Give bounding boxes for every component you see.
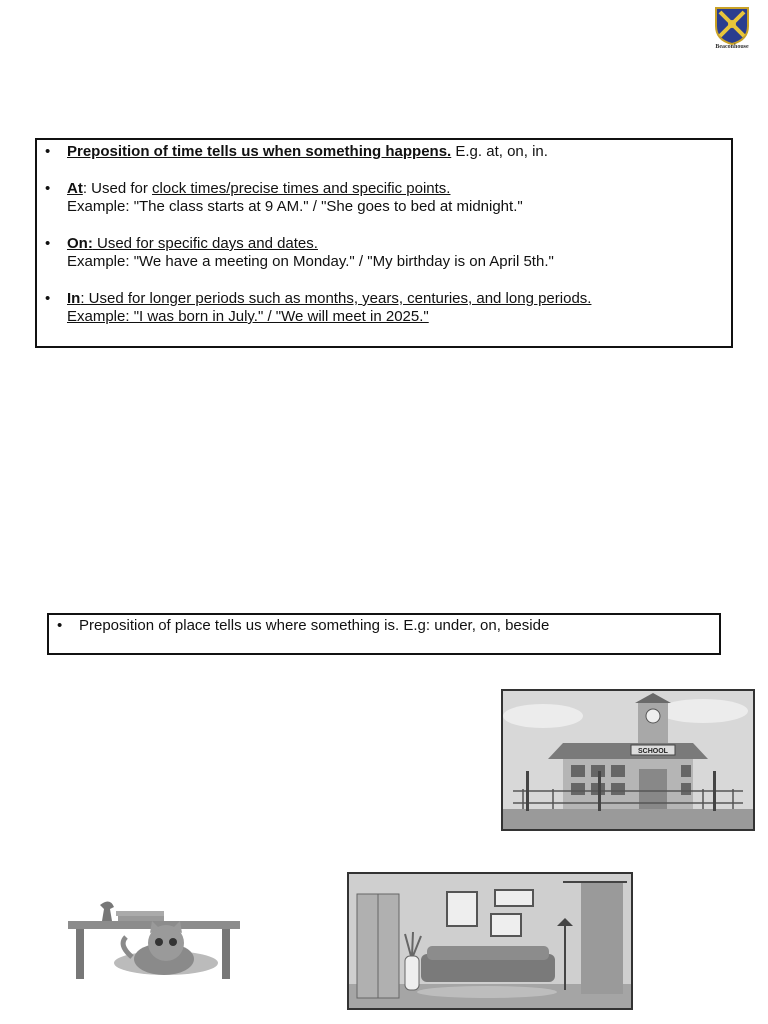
- living-room-image: [347, 872, 633, 1010]
- in-example: Example: "I was born in July." / "We will meet in 2025.": [67, 308, 429, 325]
- place-examples: E.g: under, on, beside: [399, 617, 550, 634]
- list-item: [37, 143, 731, 161]
- logo-caption: Beaconhouse: [715, 44, 749, 50]
- school-logo: [708, 6, 756, 58]
- place-definition: Preposition of place tells us where something is.: [79, 617, 400, 634]
- at-description: clock times/precise times and specific points.: [152, 180, 451, 197]
- on-description: Used for specific days and dates.: [92, 235, 318, 252]
- list-item: [49, 617, 719, 635]
- time-heading: Preposition of time tells us when something happens.: [67, 143, 452, 160]
- cat-under-table-image: [66, 895, 242, 985]
- list-item: [37, 180, 731, 216]
- crest-icon: [708, 6, 756, 46]
- list-item: [37, 235, 731, 271]
- school-sign: SCHOOL: [638, 748, 668, 755]
- list-item: [37, 290, 731, 326]
- preposition-of-time-box: [35, 138, 733, 348]
- at-colon: : Used for: [82, 180, 153, 197]
- preposition-of-place-box: [47, 613, 721, 655]
- time-heading-examples: E.g. at, on, in.: [451, 143, 548, 160]
- on-keyword: On:: [67, 235, 93, 252]
- in-keyword: In: [67, 290, 81, 307]
- school-building-image: [501, 689, 755, 831]
- in-description: : Used for longer periods such as months, years, centuries, and long periods.: [80, 290, 592, 307]
- at-keyword: At: [67, 180, 83, 197]
- at-example: Example: "The class starts at 9 AM." / "She goes to bed at midnight.": [67, 198, 523, 215]
- on-example: Example: "We have a meeting on Monday." / "My birthday is on April 5th.": [67, 253, 554, 270]
